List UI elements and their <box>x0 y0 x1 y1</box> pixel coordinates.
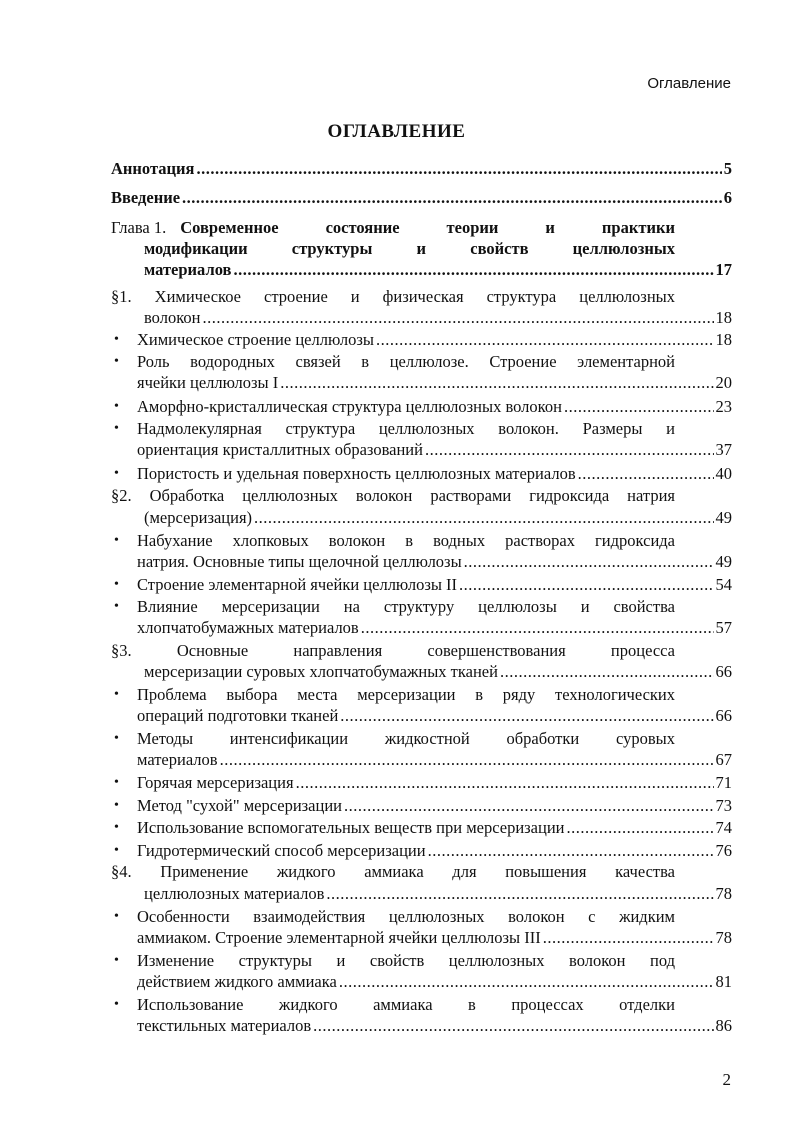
bullet-icon: • <box>114 599 119 614</box>
bullet-icon: • <box>114 332 119 347</box>
chapter-label: Глава 1. <box>111 218 167 237</box>
running-header: Оглавление <box>647 75 731 92</box>
bullet-icon: • <box>114 775 119 790</box>
bullet-icon: • <box>114 997 119 1012</box>
toc-entry-section-3-line-2: мерсеризации суровых хлопчатобумажных тканей ..... 66 <box>144 661 732 682</box>
bullet-icon: • <box>114 354 119 369</box>
toc-entry-ammonia-finishing-line-2: текстильных материалов ..... 86 <box>137 1015 732 1036</box>
toc-entry-supramolecular[interactable]: Надмолекулярная структура целлюлозных волокон. Размеры и <box>137 419 675 438</box>
bullet-icon: • <box>114 953 119 968</box>
toc-entry-hydrothermal[interactable]: Гидротермический способ мерсеризации ..... 76 <box>137 840 732 861</box>
toc-entry-section-4[interactable]: §4. Применение жидкого аммиака для повышения качества <box>111 862 675 881</box>
bullet-icon: • <box>114 399 119 414</box>
bullet-icon: • <box>114 909 119 924</box>
bullet-icon: • <box>114 466 119 481</box>
bullet-icon: • <box>114 820 119 835</box>
toc-entry-mercerization-effect-line-2: хлопчатобумажных материалов ..... 57 <box>137 617 732 638</box>
toc-entry-hydrogen-bonds[interactable]: Роль водородных связей в целлюлозе. Строение элементарной <box>137 352 675 371</box>
toc-entry-intensification[interactable]: Методы интенсификации жидкостной обработки суровых <box>137 729 675 748</box>
toc-entry-chapter-1[interactable]: Глава 1. Современное состояние теории и практики <box>111 218 675 237</box>
toc-entry-chemical-structure[interactable]: Химическое строение целлюлозы ..... 18 <box>137 329 732 350</box>
toc-entry-cellulose-ii[interactable]: Строение элементарной ячейки целлюлозы II ..... 54 <box>137 574 732 595</box>
toc-entry-swelling[interactable]: Набухание хлопковых волокон в водных растворах гидроксида <box>137 531 675 550</box>
toc-entry-structure-change[interactable]: Изменение структуры и свойств целлюлозных волокон под <box>137 951 675 970</box>
toc-entry-annotation[interactable]: Аннотация ..... 5 <box>111 158 732 179</box>
toc-entry-introduction[interactable]: Введение ..... 6 <box>111 187 732 208</box>
toc-entry-section-1[interactable]: §1. Химическое строение и физическая структура целлюлозных <box>111 287 675 306</box>
toc-entry-section-4-line-2: целлюлозных материалов ..... 78 <box>144 883 732 904</box>
toc-entry-intensification-line-2: материалов ..... 67 <box>137 749 732 770</box>
toc-entry-amorphous-crystalline[interactable]: Аморфно-кристаллическая структура целлюлозных волокон ..... 23 <box>137 396 732 417</box>
bullet-icon: • <box>114 843 119 858</box>
bullet-icon: • <box>114 731 119 746</box>
bullet-icon: • <box>114 421 119 436</box>
toc-entry-section-2[interactable]: §2. Обработка целлюлозных волокон растворами гидроксида натрия <box>111 486 675 505</box>
toc-entry-supramolecular-line-2: ориентация кристаллитных образований ..... 37 <box>137 439 732 460</box>
toc-entry-porosity[interactable]: Пористость и удельная поверхность целлюлозных материалов ..... 40 <box>137 463 732 484</box>
bullet-icon: • <box>114 687 119 702</box>
bullet-icon: • <box>114 798 119 813</box>
toc-entry-chapter-1-line-2: модификации структуры и свойств целлюлозных <box>144 239 675 258</box>
toc-entry-ammonia-interaction[interactable]: Особенности взаимодействия целлюлозных волокон с жидким <box>137 907 675 926</box>
toc-entry-hot-mercerization[interactable]: Горячая мерсеризация ..... 71 <box>137 772 732 793</box>
toc-entry-section-1-line-2: волокон ..... 18 <box>144 307 732 328</box>
toc-entry-hydrogen-bonds-line-2: ячейки целлюлозы I ..... 20 <box>137 372 732 393</box>
toc-entry-structure-change-line-2: действием жидкого аммиака ..... 81 <box>137 971 732 992</box>
toc-entry-choice-problem[interactable]: Проблема выбора места мерсеризации в ряду технологических <box>137 685 675 704</box>
toc-entry-swelling-line-2: натрия. Основные типы щелочной целлюлозы ..... 49 <box>137 551 732 572</box>
bullet-icon: • <box>114 577 119 592</box>
bullet-icon: • <box>114 533 119 548</box>
toc-entry-dry-mercerization[interactable]: Метод "сухой" мерсеризации ..... 73 <box>137 795 732 816</box>
toc-entry-choice-problem-line-2: операций подготовки тканей ..... 66 <box>137 705 732 726</box>
toc-entry-ammonia-interaction-line-2: аммиаком. Строение элементарной ячейки целлюлозы III ..... 78 <box>137 927 732 948</box>
toc-entry-ammonia-finishing[interactable]: Использование жидкого аммиака в процессах отделки <box>137 995 675 1014</box>
toc-entry-section-3[interactable]: §3. Основные направления совершенствования процесса <box>111 641 675 660</box>
toc-entry-mercerization-effect[interactable]: Влияние мерсеризации на структуру целлюлозы и свойства <box>137 597 675 616</box>
page-title: ОГЛАВЛЕНИЕ <box>327 121 466 142</box>
toc-entry-section-2-line-2: (мерсеризация) ..... 49 <box>144 507 732 528</box>
toc-entry-chapter-1-line-3: материалов ..... 17 <box>144 259 732 280</box>
toc-entry-auxiliaries[interactable]: Использование вспомогательных веществ при мерсеризации ..... 74 <box>137 817 732 838</box>
page-number: 2 <box>722 1070 731 1089</box>
